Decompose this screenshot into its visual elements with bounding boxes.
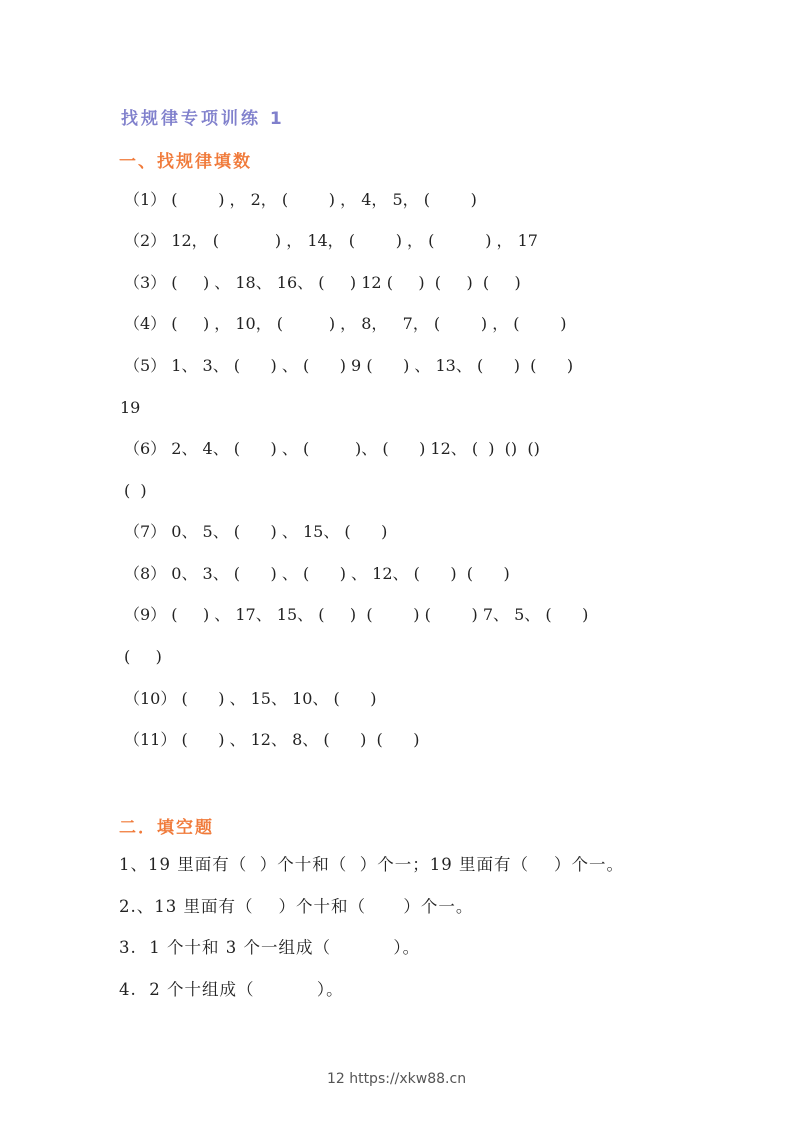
question-7: （7） 0、 5、 ( ) 、 15、 ( ) — [124, 522, 388, 541]
page-footer: 12 https://xkw88.cn — [326, 1071, 467, 1087]
question-1: （1） ( ) ， 2， ( ) ， 4， 5， ( ) — [124, 190, 477, 209]
question-11: （11） ( ) 、 12、 8、 ( ) ( ) — [124, 730, 420, 749]
question-9: （9） ( ) 、 17、 15、 ( ) ( ) ( ) 7、 5、 ( ) — [124, 605, 589, 624]
question-5: （5） 1、 3、 ( ) 、 ( ) 9 ( ) 、 13、 ( ) ( ) — [124, 356, 574, 375]
fill-blank-3: 3. 1 个十和 3 个一组成（ ）。 — [119, 938, 421, 957]
question-9-continuation: ( ) — [124, 647, 162, 666]
section-2-heading: 二．填空题 — [119, 818, 214, 838]
question-6: （6） 2、 4、 ( ) 、 ( )、 ( ) 12、 ( ) () () — [124, 439, 540, 458]
fill-blank-1: 1、19 里面有（ ）个十和（ ）个一；19 里面有（ ）个一。 — [119, 855, 624, 874]
question-8: （8） 0、 3、 ( ) 、 ( ) 、 12、 ( ) ( ) — [124, 564, 510, 583]
question-10: （10） ( ) 、 15、 10、 ( ) — [124, 689, 377, 708]
fill-blank-2: 2.、13 里面有（ ）个十和（ ）个一。 — [119, 897, 474, 916]
question-4: （4） ( ) ， 10， ( ) ， 8， 7， ( ) ， ( ) — [124, 314, 567, 333]
question-5-continuation: 19 — [120, 398, 141, 417]
section-1-heading: 一、找规律填数 — [119, 152, 252, 172]
question-6-continuation: ( ) — [124, 481, 147, 500]
question-2: （2） 12， ( ) ， 14， ( ) ， ( ) ， 17 — [124, 231, 538, 250]
fill-blank-4: 4. 2 个十组成（ ）。 — [119, 980, 344, 999]
question-3: （3） ( ) 、 18、 16、 ( ) 12 ( ) ( ) ( ) — [124, 273, 521, 292]
document-title: 找规律专项训练 1 — [121, 109, 285, 129]
